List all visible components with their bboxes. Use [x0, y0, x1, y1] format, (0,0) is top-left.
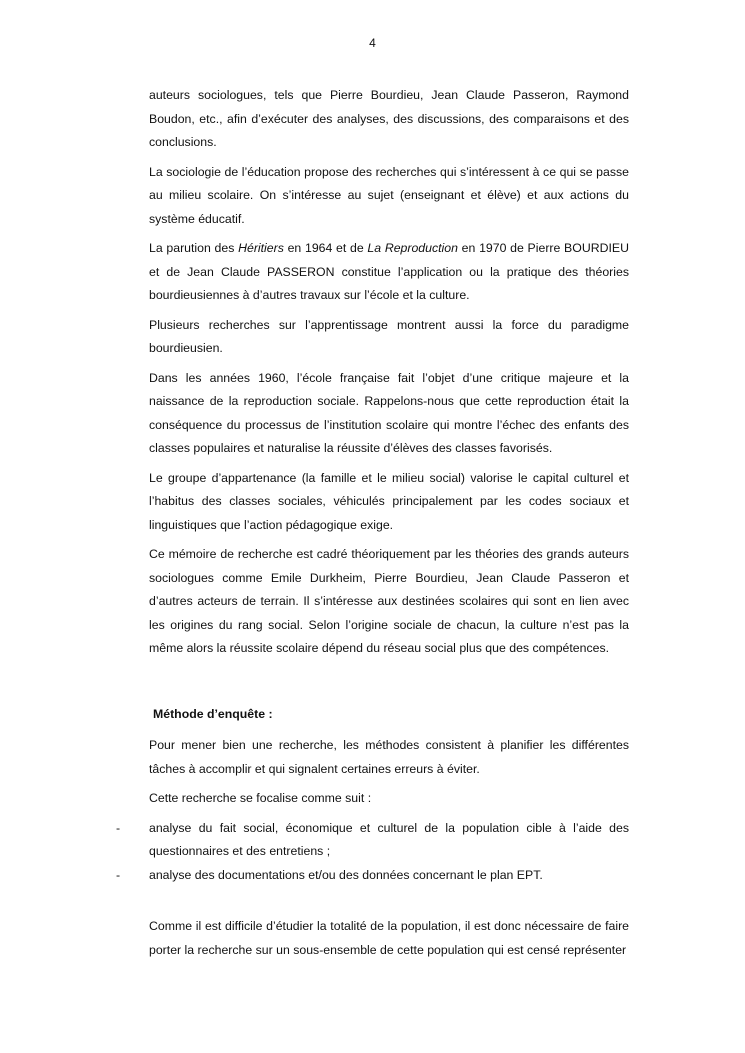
document-body — [116, 84, 629, 968]
paragraph-sampling: Comme il est difficile d’étudier la totalité de la population, il est donc nécessaire de faire porter la recherche sur un sous-ensemble de cette population qui est censé représenter — [149, 919, 629, 957]
paragraph-learning-research: Plusieurs recherches sur l’apprentissage montrent aussi la force du paradigme bourdieusien. — [149, 317, 629, 355]
list-item-text: analyse des documentations et/ou des données concernant le plan EPT. — [149, 867, 543, 882]
page-number: 4 — [369, 36, 376, 50]
paragraph-sociology-education: La sociologie de l’éducation propose des recherches qui s’intéressent à ce qui se passe au milieu scolaire. On s’intéresse au sujet (enseignant et élève) et aux actions du système éducatif. — [149, 164, 629, 226]
spacer — [149, 893, 629, 915]
paragraph-belonging-group: Le groupe d’appartenance (la famille et le milieu social) valorise le capital culturel et l’habitus des classes sociales, véhiculés principalement par les codes sociaux et linguistiques que l’action pédagogique exige. — [149, 470, 629, 532]
list-item-text: analyse du fait social, économique et culturel de la population cible à l’aide des questionnaires et des entretiens ; — [149, 820, 629, 858]
paragraph-method-focus: Cette recherche se focalise comme suit : — [149, 791, 372, 805]
publications-text-3: en 1970 de Pierre BOURDIEU et de Jean Claude PASSERON constitue l’application ou la pratique des théories bourdieusiennes à d’autres travaux sur l’école et la culture. — [149, 241, 629, 302]
title-la-reproduction: La Reproduction — [367, 241, 458, 255]
list-item — [116, 864, 629, 888]
list-item — [116, 817, 629, 864]
paragraph-thesis-framework: Ce mémoire de recherche est cadré théoriquement par les théories des grands auteurs sociologues comme Emile Durkheim, Pierre Bourdieu, Jean Claude Passeron et d’autres acteurs de terrain. Il s’intéresse aux destinées scolaires qui sont en lien avec les origines du rang social. Selon l’origine sociale de chacun, la culture n’est pas la même alors la réussite scolaire dépend du réseau social plus que des compétences. — [149, 547, 629, 655]
paragraph-1960s: Dans les années 1960, l’école française fait l’objet d’une critique majeure et la naissance de la reproduction sociale. Rappelons-nous que cette reproduction était la conséquence du processus de l’institution scolaire qui montre l’échec des enfants des classes populaires et naturalise la réussite d’élèves des classes favorisés. — [149, 370, 629, 455]
publications-text-1: La parution des — [149, 241, 239, 255]
paragraph-authors: auteurs sociologues, tels que Pierre Bourdieu, Jean Claude Passeron, Raymond Boudon, etc., afin d’exécuter des analyses, des discussions, des comparaisons et des conclusions. — [149, 88, 629, 149]
paragraph-publications — [149, 237, 629, 308]
section-heading-method: Méthode d’enquête : — [153, 706, 273, 721]
method-bullet-list — [116, 817, 629, 888]
title-heritiers: Héritiers — [238, 241, 284, 255]
bullet-dash: - — [116, 867, 121, 882]
publications-text-2: en 1964 et de — [283, 241, 368, 255]
paragraph-method-intro: Pour mener bien une recherche, les méthodes consistent à planifier les différentes tâches à accomplir et qui signalent certaines erreurs à éviter. — [149, 738, 629, 776]
bullet-dash: - — [116, 820, 121, 835]
